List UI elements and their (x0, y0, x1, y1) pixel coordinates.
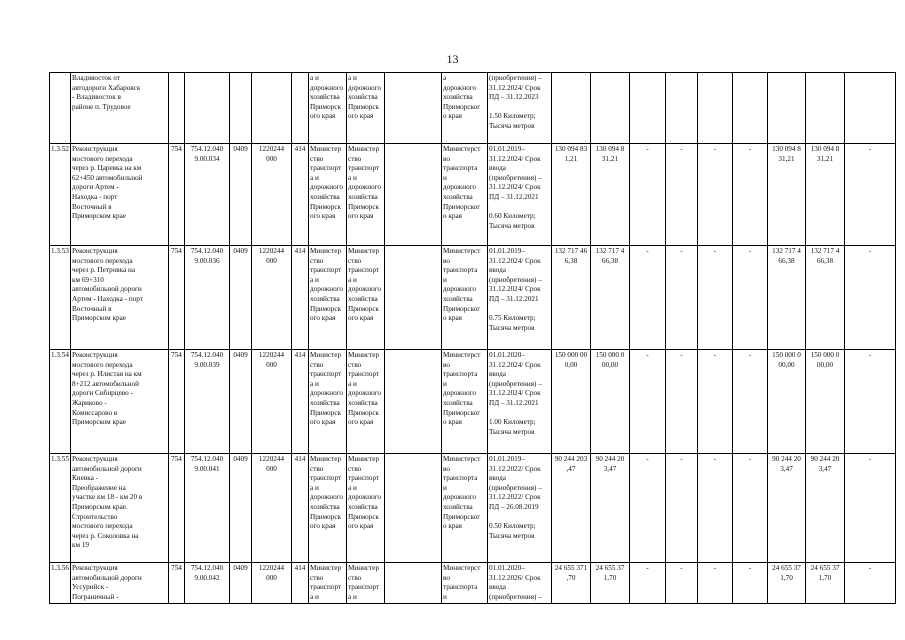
cost-total-cell: 24 655 371 ,70 (552, 563, 591, 604)
financing-year-cell (806, 73, 845, 144)
financing-other-cell: - (845, 144, 896, 246)
customer-cell: Министер ство транспорт а и дорожного хозяйства Приморск ого края (309, 144, 347, 246)
page-number: 13 (446, 52, 459, 66)
customer-cell: Министер ство транспорт а и дорожного хозяйства Приморск ого края (309, 246, 347, 350)
cost-remaining-cell (591, 73, 630, 144)
responsible-cell: Министерст во транспорта и (442, 563, 488, 604)
value-cell: - (666, 350, 698, 454)
financing-total-cell: 24 655 37 1,70 (768, 563, 806, 604)
customer-cell: Министер ство транспорт а и дорожного хозяйства Приморск ого края (309, 454, 347, 563)
developer-cell: Министер ство транспорт а и (347, 563, 385, 604)
table-row (50, 454, 896, 563)
org-code-cell: 754 (169, 246, 185, 350)
table-row (50, 144, 896, 246)
developer-cell: Министер ство транспорт а и дорожного хозяйства Приморск ого края (347, 350, 385, 454)
org-code-cell: 754 (169, 144, 185, 246)
value-cell: - (630, 246, 666, 350)
cost-total-cell: 132 717 46 6,38 (552, 246, 591, 350)
financing-year-cell: 150 000 0 00,00 (806, 350, 845, 454)
value-cell: - (630, 563, 666, 604)
responsible-cell: а дорожного хозяйства Приморског о края (442, 73, 488, 144)
object-code-cell: 754.12.040 9.00.034 (185, 144, 230, 246)
row-number-cell: 1.3.54 (50, 350, 71, 454)
empty-cell (385, 73, 442, 144)
financing-total-cell: 132 717 4 66,38 (768, 246, 806, 350)
value-cell (698, 73, 733, 144)
financing-year-cell: 132 717 4 66,38 (806, 246, 845, 350)
section-code-cell (230, 73, 252, 144)
cost-remaining-cell: 130 094 8 31,21 (591, 144, 630, 246)
target-article-cell: 1220244 000 (252, 350, 292, 454)
financing-total-cell (768, 73, 806, 144)
object-name-cell: Реконструкция мостового перехода через р. Царевка на км 62+450 автомобильной дороги Артем - Находка - порт Восточный в Приморском крае (71, 144, 169, 246)
section-code-cell: 0409 (230, 563, 252, 604)
investment-objects-table (49, 72, 896, 604)
expense-type-cell (292, 73, 309, 144)
org-code-cell (169, 73, 185, 144)
object-name-cell: Реконструкция автомобильной дороги Уссурийск - Пограничный - (71, 563, 169, 604)
value-cell: - (630, 454, 666, 563)
financing-year-cell: 130 094 8 31,21 (806, 144, 845, 246)
table-row (50, 73, 896, 144)
section-code-cell: 0409 (230, 350, 252, 454)
object-code-cell: 754.12.040 9.00.042 (185, 563, 230, 604)
empty-cell (385, 246, 442, 350)
expense-type-cell: 414 (292, 454, 309, 563)
deadlines-cell: 01.01.2019– 31.12.2024/ Срок ввода (приобретения) – 31.12.2024/ Срок ПД – 31.12.2021 0.75 Километр; Тысяча метров (488, 246, 552, 350)
financing-total-cell: 90 244 20 3,47 (768, 454, 806, 563)
value-cell: - (698, 454, 733, 563)
deadlines-cell: 01.01.2019– 31.12.2024/ Срок ввода (приобретения) – 31.12.2024/ Срок ПД – 31.12.2021 0.60 Километр; Тысяча метров (488, 144, 552, 246)
cost-remaining-cell: 132 717 4 66,38 (591, 246, 630, 350)
object-name-cell: Реконструкция автомобильной дороги Киевка - Преображение на участке км 18 - км 20 в Приморском крае. Строительство мостового перехода через р. Соколовка на км 19 (71, 454, 169, 563)
deadlines-cell: 01.01.2020– 31.12.2026/ Срок ввода (приобретения) – (488, 563, 552, 604)
value-cell: - (666, 563, 698, 604)
row-number-cell: 1.3.52 (50, 144, 71, 246)
cost-total-cell (552, 73, 591, 144)
cost-total-cell: 150 000 00 0,00 (552, 350, 591, 454)
value-cell (733, 73, 768, 144)
financing-other-cell: - (845, 350, 896, 454)
value-cell: - (630, 144, 666, 246)
row-number-cell: 1.3.55 (50, 454, 71, 563)
deadlines-cell: 01.01.2019– 31.12.2022/ Срок ввода (приобретения) – 31.12.2022/ Срок ПД – 26.08.2019 0.50 Километр; Тысяча метров (488, 454, 552, 563)
deadlines-cell: 01.01.2020– 31.12.2024/ Срок ввода (приобретения) – 31.12.2024/ Срок ПД – 31.12.2021 1.00 Километр; Тысяча метров (488, 350, 552, 454)
financing-other-cell: - (845, 454, 896, 563)
target-article-cell: 1220244 000 (252, 144, 292, 246)
object-code-cell: 754.12.040 9.00.036 (185, 246, 230, 350)
financing-other-cell: - (845, 563, 896, 604)
section-code-cell: 0409 (230, 454, 252, 563)
developer-cell: а и дорожного хозяйства Приморск ого края (347, 73, 385, 144)
value-cell: - (698, 350, 733, 454)
financing-total-cell: 150 000 0 00,00 (768, 350, 806, 454)
object-name-cell: Реконструкция мостового перехода через р. Петровка на км 69+310 автомобильной дороги Артем - Находка - порт Восточный в Приморском крае (71, 246, 169, 350)
responsible-cell: Министерст во транспорта и дорожного хозяйства Приморског о края (442, 454, 488, 563)
table-row (50, 246, 896, 350)
developer-cell: Министер ство транспорт а и дорожного хозяйства Приморск ого края (347, 144, 385, 246)
object-name-cell: Владивосток от автодороги Хабаровск - Владивосток в районе п. Трудовое (71, 73, 169, 144)
customer-cell: а и дорожного хозяйства Приморск ого края (309, 73, 347, 144)
developer-cell: Министер ство транспорт а и дорожного хозяйства Приморск ого края (347, 454, 385, 563)
expense-type-cell: 414 (292, 246, 309, 350)
cost-remaining-cell: 90 244 20 3,47 (591, 454, 630, 563)
object-name-cell: Реконструкция мостового перехода через р. Илистая на км 8+212 автомобильной дороги Сибирцево - Жариково - Комиссарово в Приморском крае (71, 350, 169, 454)
value-cell: - (698, 144, 733, 246)
cost-total-cell: 130 094 83 1,21 (552, 144, 591, 246)
deadlines-cell: (приобретения) – 31.12.2024/ Срок ПД – 31.12.2023 1.50 Километр; Тысяча метров (488, 73, 552, 144)
customer-cell: Министер ство транспорт а и (309, 563, 347, 604)
value-cell: - (666, 144, 698, 246)
value-cell (666, 73, 698, 144)
cost-remaining-cell: 150 000 0 00,00 (591, 350, 630, 454)
value-cell: - (630, 350, 666, 454)
value-cell: - (698, 563, 733, 604)
financing-year-cell: 24 655 37 1,70 (806, 563, 845, 604)
object-code-cell (185, 73, 230, 144)
value-cell: - (733, 350, 768, 454)
responsible-cell: Министерст во транспорта и дорожного хозяйства Приморског о края (442, 350, 488, 454)
expense-type-cell: 414 (292, 563, 309, 604)
value-cell: - (733, 563, 768, 604)
target-article-cell: 1220244 000 (252, 246, 292, 350)
org-code-cell: 754 (169, 350, 185, 454)
cost-total-cell: 90 244 203 ,47 (552, 454, 591, 563)
row-number-cell (50, 73, 71, 144)
row-number-cell: 1.3.56 (50, 563, 71, 604)
value-cell: - (733, 454, 768, 563)
empty-cell (385, 563, 442, 604)
expense-type-cell: 414 (292, 144, 309, 246)
value-cell (630, 73, 666, 144)
target-article-cell: 1220244 000 (252, 563, 292, 604)
expense-type-cell: 414 (292, 350, 309, 454)
cost-remaining-cell: 24 655 37 1,70 (591, 563, 630, 604)
object-code-cell: 754.12.040 9.00.039 (185, 350, 230, 454)
org-code-cell: 754 (169, 563, 185, 604)
value-cell: - (733, 144, 768, 246)
responsible-cell: Министерст во транспорта и дорожного хозяйства Приморског о края (442, 246, 488, 350)
org-code-cell: 754 (169, 454, 185, 563)
section-code-cell: 0409 (230, 144, 252, 246)
financing-total-cell: 130 094 8 31,21 (768, 144, 806, 246)
object-code-cell: 754.12.040 9.00.041 (185, 454, 230, 563)
section-code-cell: 0409 (230, 246, 252, 350)
value-cell: - (666, 246, 698, 350)
value-cell: - (698, 246, 733, 350)
financing-year-cell: 90 244 20 3,47 (806, 454, 845, 563)
target-article-cell (252, 73, 292, 144)
target-article-cell: 1220244 000 (252, 454, 292, 563)
financing-other-cell (845, 73, 896, 144)
value-cell: - (733, 246, 768, 350)
financing-other-cell: - (845, 246, 896, 350)
value-cell: - (666, 454, 698, 563)
responsible-cell: Министерст во транспорта и дорожного хозяйства Приморског о края (442, 144, 488, 246)
table-row (50, 563, 896, 604)
empty-cell (385, 144, 442, 246)
developer-cell: Министер ство транспорт а и дорожного хозяйства Приморск ого края (347, 246, 385, 350)
empty-cell (385, 350, 442, 454)
empty-cell (385, 454, 442, 563)
row-number-cell: 1.3.53 (50, 246, 71, 350)
table-row (50, 350, 896, 454)
customer-cell: Министер ство транспорт а и дорожного хозяйства Приморск ого края (309, 350, 347, 454)
